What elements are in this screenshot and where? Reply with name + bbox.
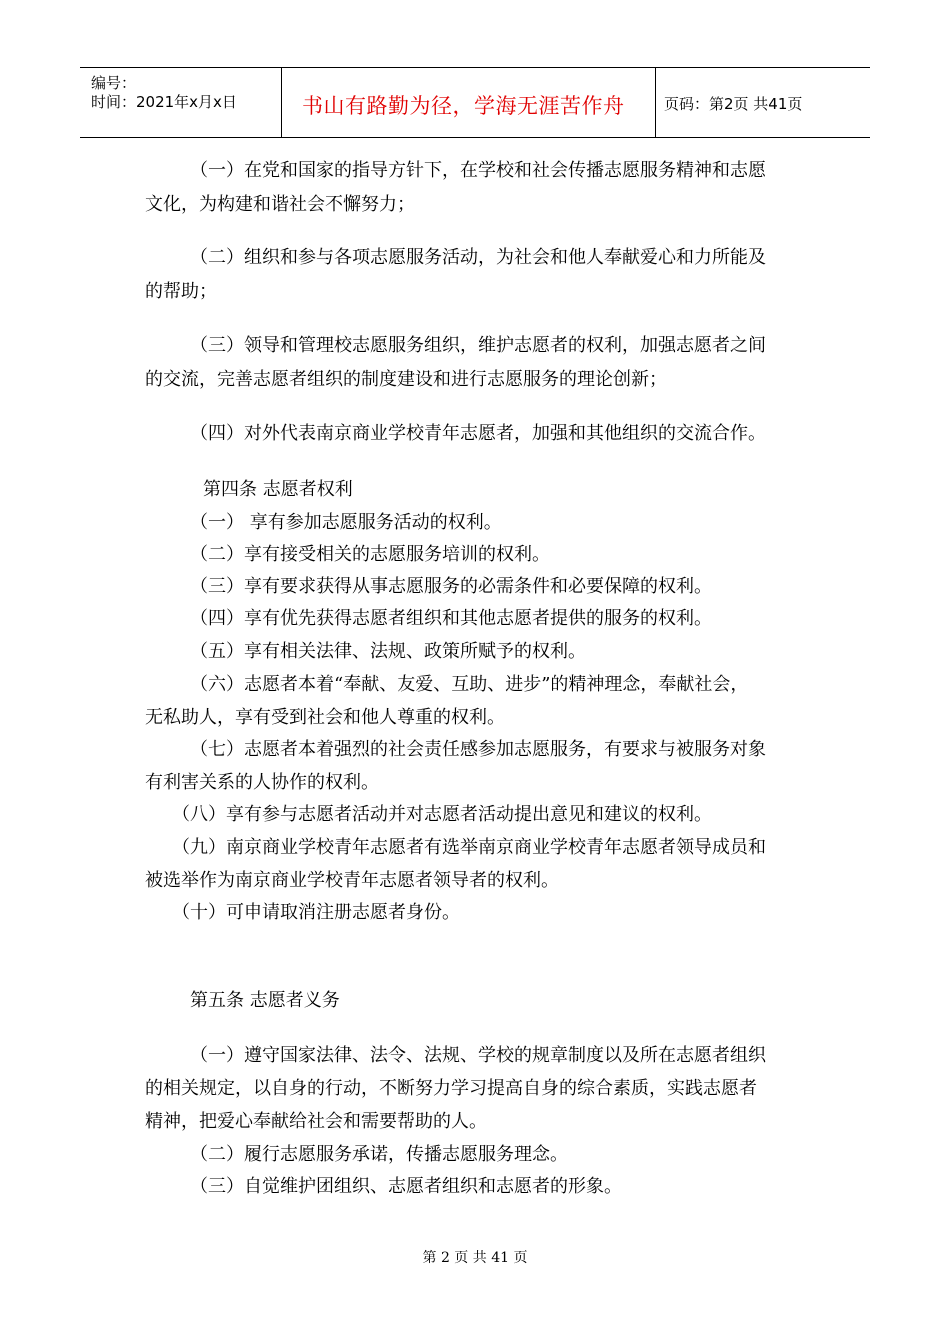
header-motto: 书山有路勤为径，学海无涯苦作舟 [302, 94, 625, 118]
list-item: （七）志愿者本着强烈的社会责任感参加志愿服务，有要求与被服务对象 [190, 739, 766, 760]
list-item: （八）享有参与志愿者活动并对志愿者活动提出意见和建议的权利。 [172, 804, 712, 825]
page-header [80, 67, 870, 138]
list-item: 有利害关系的人协作的权利。 [145, 772, 379, 793]
list-item: 的相关规定，以自身的行动，不断努力学习提高自身的综合素质，实践志愿者 [145, 1078, 757, 1099]
paragraph-line: （二）组织和参与各项志愿服务活动，为社会和他人奉献爱心和力所能及 [190, 247, 766, 268]
article5-title: 第五条 志愿者义务 [190, 990, 340, 1011]
list-item: （二）履行志愿服务承诺，传播志愿服务理念。 [190, 1144, 568, 1165]
list-item: （三）自觉维护团组织、志愿者组织和志愿者的形象。 [190, 1176, 622, 1197]
header-motto-cell [282, 68, 656, 137]
time-label: 时间：2021年x月x日 [91, 93, 237, 111]
list-item: （四）享有优先获得志愿者组织和其他志愿者提供的服务的权利。 [190, 608, 712, 629]
header-page-info: 页码：第2页 共41页 [664, 95, 803, 113]
list-item: （一） 享有参加志愿服务活动的权利。 [190, 512, 502, 533]
article4-title: 第四条 志愿者权利 [203, 479, 353, 500]
paragraph-line: （三）领导和管理校志愿服务组织，维护志愿者的权利，加强志愿者之间 [190, 335, 766, 356]
list-item: 精神，把爱心奉献给社会和需要帮助的人。 [145, 1111, 487, 1132]
header-page-cell [656, 68, 870, 137]
number-label: 编号： [91, 74, 137, 92]
list-item: （一）遵守国家法律、法令、法规、学校的规章制度以及所在志愿者组织 [190, 1045, 766, 1066]
page-footer: 第 2 页 共 41 页 [422, 1250, 528, 1266]
list-item: （六）志愿者本着“奉献、友爱、互助、进步”的精神理念，奉献社会， [190, 674, 749, 695]
paragraph-line: （一）在党和国家的指导方针下，在学校和社会传播志愿服务精神和志愿 [190, 160, 766, 181]
list-item: （二）享有接受相关的志愿服务培训的权利。 [190, 544, 550, 565]
list-item: （十）可申请取消注册志愿者身份。 [172, 902, 460, 923]
list-item: （五）享有相关法律、法规、政策所赋予的权利。 [190, 641, 586, 662]
paragraph-line: 文化，为构建和谐社会不懈努力； [145, 194, 415, 215]
paragraph-line: 的交流，完善志愿者组织的制度建设和进行志愿服务的理论创新； [145, 369, 667, 390]
paragraph-line: 的帮助； [145, 281, 217, 302]
paragraph-line: （四）对外代表南京商业学校青年志愿者，加强和其他组织的交流合作。 [190, 423, 766, 444]
list-item: 被选举作为南京商业学校青年志愿者领导者的权利。 [145, 870, 559, 891]
list-item: （九）南京商业学校青年志愿者有选举南京商业学校青年志愿者领导成员和 [172, 837, 766, 858]
list-item: 无私助人，享有受到社会和他人尊重的权利。 [145, 707, 505, 728]
header-meta [80, 68, 282, 137]
list-item: （三）享有要求获得从事志愿服务的必需条件和必要保障的权利。 [190, 576, 712, 597]
